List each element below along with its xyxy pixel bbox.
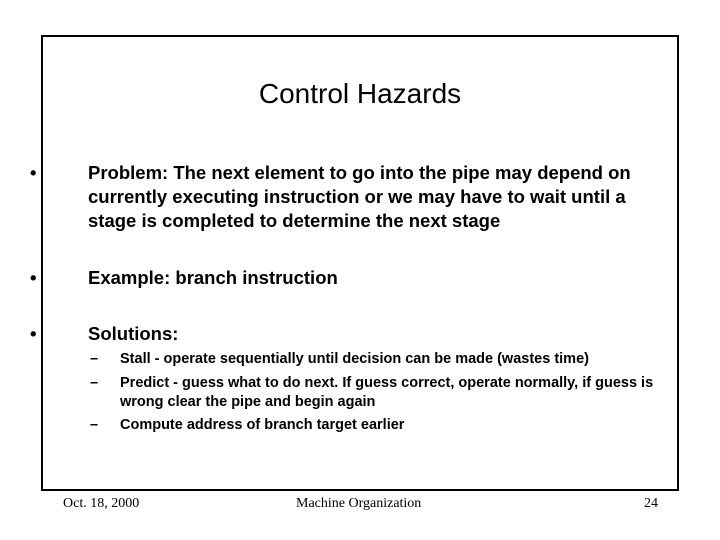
sub-bullet-marker: –	[90, 417, 99, 433]
bullet-example	[30, 266, 670, 290]
sub-bullet-text: Predict - guess what to do next. If guess correct, operate normally, if guess is wrong clear the pipe and begin again	[120, 375, 654, 410]
sub-bullet-marker: –	[90, 351, 99, 367]
bullet-text: Problem: The next element to go into the pipe may depend on currently executing instruction or we may have to wait until a stage is completed to determine the next stage	[88, 162, 631, 231]
sub-bullet-text: Compute address of branch target earlier	[120, 417, 405, 433]
bullet-marker: •	[30, 162, 37, 183]
bullet-solutions	[30, 322, 670, 346]
footer-date: Oct. 18, 2000	[63, 496, 140, 511]
footer-course: Machine Organization	[296, 496, 422, 511]
sub-bullet-stall	[90, 350, 670, 369]
sub-bullet-predict	[90, 374, 670, 412]
footer-page-number: 24	[644, 496, 658, 511]
sub-bullet-text: Stall - operate sequentially until decision can be made (wastes time)	[120, 351, 589, 367]
bullet-text: Example: branch instruction	[88, 267, 338, 288]
bullet-text: Solutions:	[88, 323, 179, 344]
sub-bullet-marker: –	[90, 375, 99, 391]
slide-title: Control Hazards	[258, 78, 462, 109]
bullet-marker: •	[30, 267, 37, 288]
sub-bullet-compute	[90, 416, 670, 435]
bullet-problem	[30, 161, 670, 233]
bullet-marker: •	[30, 323, 37, 344]
